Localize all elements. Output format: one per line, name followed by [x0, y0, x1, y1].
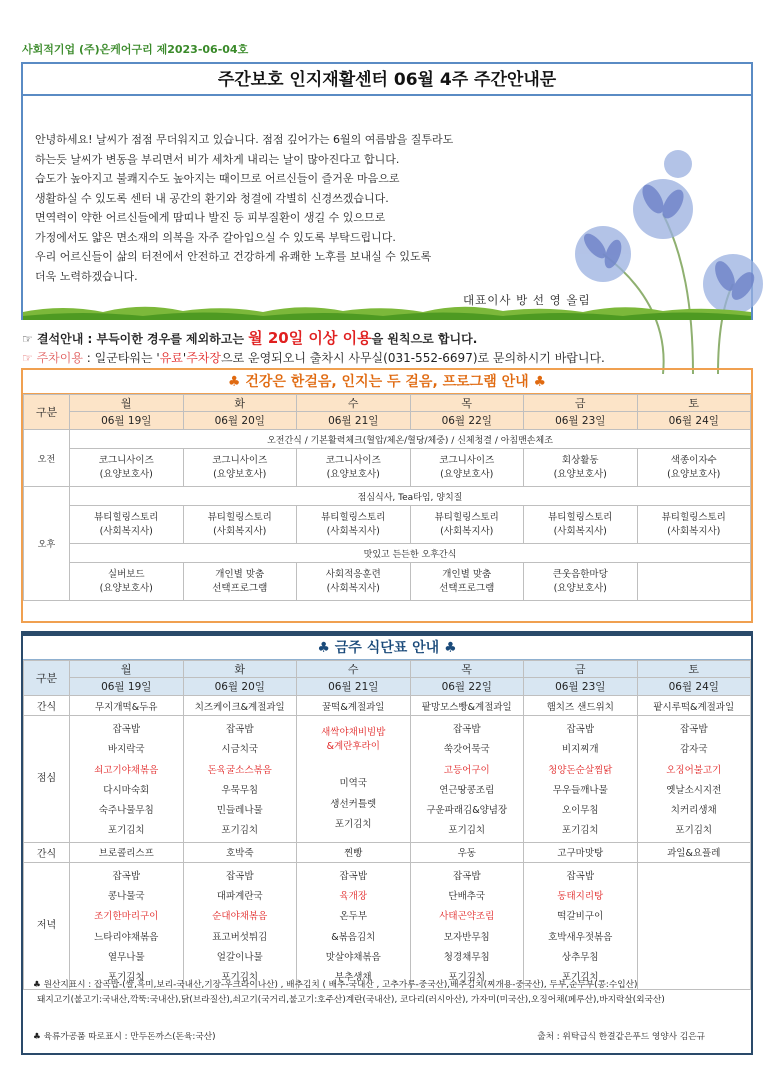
- menu-cell: 우동: [410, 842, 524, 862]
- morning-common: 오전간식 / 기본활력체크(혈압/체온/혈당/체중) / 신체청결 / 아침맨손체조: [70, 430, 751, 449]
- program-title: ♣ 건강은 한걸음, 인지는 두 걸음, 프로그램 안내 ♣: [23, 370, 751, 394]
- column-label: 구분: [24, 661, 70, 696]
- am-snack-label: 간식: [24, 696, 70, 716]
- program-cell: [637, 563, 751, 601]
- date-header: 06월 23일: [524, 412, 638, 430]
- program-cell: 뷰티힐링스토리 (사회복지사): [297, 506, 411, 544]
- parking-notice: ☞ 주차이용 : 일군타워는 '유료'주차장으로 운영되오니 출차시 사무실(031-552-6697)로 문의하시기 바랍니다.: [22, 351, 605, 365]
- club-icon: ♣: [444, 640, 457, 656]
- day-header: 토: [637, 395, 751, 412]
- menu-cell: 새싹야채비빔밥 &계란후라이 미역국 생선커틀렛 포기김치: [297, 716, 411, 843]
- menu-cell: 잡곡밥 콩나물국 조기한마리구이 느타리야채볶음 열무나물 포기김치: [70, 862, 184, 989]
- date-header: 06월 19일: [70, 412, 184, 430]
- day-header: 화: [183, 395, 297, 412]
- menu-cell: 햄치즈 샌드위치: [524, 696, 638, 716]
- day-header: 화: [183, 661, 297, 678]
- program-cell: 큰웃음한마당 (요양보호사): [524, 563, 638, 601]
- program-cell: 개인별 맞춤 선택프로그램: [410, 563, 524, 601]
- program-cell: 코그니사이즈 (요양보호사): [183, 449, 297, 487]
- pointing-hand-icon: ☞: [22, 351, 33, 365]
- notice-line: 하는듯 날씨가 변동을 부리면서 비가 세차게 내리는 날이 많아진다고 합니다.: [35, 152, 400, 166]
- notice-line: 면역력이 약한 어르신들에게 땀띠나 발진 등 피부질환이 생길 수 있으므로: [35, 211, 386, 224]
- program-cell: 코그니사이즈 (요양보호사): [410, 449, 524, 487]
- pointing-hand-icon: ☞: [22, 332, 33, 346]
- date-header: 06월 22일: [410, 412, 524, 430]
- date-header: 06월 20일: [183, 412, 297, 430]
- menu-cell: 잡곡밥 동태지리탕 떡갈비구이 호박새우젓볶음 상추무침 포기김치: [524, 862, 638, 989]
- date-header: 06월 20일: [183, 678, 297, 696]
- snack-common: 맛있고 든든한 오후간식: [70, 544, 751, 563]
- notice-title: 주간보호 인지재활센터 06월 4주 주간안내문: [23, 64, 751, 96]
- menu-cell: 잡곡밥 비지찌개 청양돈순살찜닭 무우들깨나물 오이무침 포기김치: [524, 716, 638, 843]
- program-cell: 뷰티힐링스토리 (사회복지사): [410, 506, 524, 544]
- menu-table: [23, 660, 751, 990]
- notice-line: 가정에서도 얇은 면소재의 의복을 자주 갈아입으실 수 있도록 부탁드립니다.: [35, 230, 396, 244]
- club-icon: ♣: [33, 1032, 41, 1042]
- column-label: 구분: [24, 395, 70, 430]
- day-header: 수: [297, 661, 411, 678]
- menu-title: ♣ 금주 식단표 안내 ♣: [23, 636, 751, 660]
- date-header: 06월 21일: [297, 678, 411, 696]
- menu-cell: [637, 862, 751, 989]
- menu-cell: 과일&요플레: [637, 842, 751, 862]
- day-header: 금: [524, 395, 638, 412]
- notice-line: 습도가 높아지고 불쾌지수도 높아지는 때이므로 어르신들이 즐거운 마음으로: [35, 172, 400, 185]
- date-header: 06월 24일: [637, 412, 751, 430]
- date-header: 06월 21일: [297, 412, 411, 430]
- club-icon: ♣: [317, 640, 330, 656]
- club-icon: ♣: [227, 374, 241, 390]
- program-cell: 개인별 맞춤 선택프로그램: [183, 563, 297, 601]
- date-header: 06월 22일: [410, 678, 524, 696]
- menu-cell: 무지개떡&두유: [70, 696, 184, 716]
- menu-cell: 찐빵: [297, 842, 411, 862]
- program-cell: 실버보드 (요양보호사): [70, 563, 184, 601]
- notice-signature: 대표이사 방 선 영 올림: [463, 293, 591, 307]
- day-header: 월: [70, 395, 184, 412]
- menu-cell: 잡곡밥 감자국 오징어불고기 옛날소시지전 치커리생채 포기김치: [637, 716, 751, 843]
- lunch-common: 점심식사, Tea타임, 양치질: [70, 487, 751, 506]
- program-cell: 뷰티힐링스토리 (사회복지사): [70, 506, 184, 544]
- menu-cell: 팥망모스빵&계절과일: [410, 696, 524, 716]
- menu-cell: 잡곡밥 쑥갓어묵국 고등어구이 연근땅콩조림 구운파래김&양념장 포기김치: [410, 716, 524, 843]
- program-cell: 사회적응훈련 (사회복지사): [297, 563, 411, 601]
- notice-line: 더욱 노력하겠습니다.: [35, 269, 138, 283]
- menu-cell: 고구마맛탕: [524, 842, 638, 862]
- menu-cell: 꿀떡&계절과일: [297, 696, 411, 716]
- club-icon: ♣: [33, 980, 41, 990]
- menu-cell: 잡곡밥 대파계란국 순대야채볶음 표고버섯튀김 얼갈이나물 포기김치: [183, 862, 297, 989]
- menu-cell: 치즈케이크&계절과일: [183, 696, 297, 716]
- menu-source: 출처 : 위탁급식 한결같은푸드 영양사 김은규: [537, 1032, 705, 1042]
- notice-line: 안녕하세요! 날씨가 점점 무더워지고 있습니다. 점점 깊어가는 6월의 여름밤을 질투라도: [35, 133, 454, 146]
- notice-line: 생활하실 수 있도록 센터 내 공간의 환기와 청결에 각별히 신경쓰겠습니다.: [35, 191, 389, 205]
- program-table: [23, 394, 751, 601]
- menu-cell: 호박죽: [183, 842, 297, 862]
- menu-cell: 잡곡밥 바지락국 쇠고기야채볶음 다시마숙회 숙주나물무침 포기김치: [70, 716, 184, 843]
- program-cell: 뷰티힐링스토리 (사회복지사): [637, 506, 751, 544]
- date-header: 06월 24일: [637, 678, 751, 696]
- agapanthus-flower-illustration: [543, 104, 773, 374]
- pm-snack-label: 간식: [24, 842, 70, 862]
- program-cell: 색종이자수 (요양보호사): [637, 449, 751, 487]
- absence-notice: ☞ 결석안내 : 부득이한 경우를 제외하고는 월 20일 이상 이용을 원칙으로 합니다.: [22, 329, 478, 347]
- day-header: 토: [637, 661, 751, 678]
- menu-cell: 잡곡밥 시금치국 돈육굴소스볶음 우묵무침 민들레나물 포기김치: [183, 716, 297, 843]
- day-header: 금: [524, 661, 638, 678]
- notice-body: [35, 130, 575, 286]
- morning-label: 오전: [24, 430, 70, 487]
- lunch-label: 점심: [24, 716, 70, 843]
- day-header: 월: [70, 661, 184, 678]
- program-cell: 뷰티힐링스토리 (사회복지사): [183, 506, 297, 544]
- program-cell: 뷰티힐링스토리 (사회복지사): [524, 506, 638, 544]
- program-cell: 코그니사이즈 (요양보호사): [297, 449, 411, 487]
- day-header: 목: [410, 395, 524, 412]
- grass-decoration: [23, 300, 751, 320]
- menu-cell: 잡곡밥 단배추국 사태곤약조림 모자반무침 청경채무침 포기김치: [410, 862, 524, 989]
- origin-notice: ♣ 원산지표시 : 잡곡밥-(쌀,흑미,보리-국내산,기장-우크라이나산) , 배추김치 ( 배추-국내산 , 고추가루-중국산),배추김치(찌개용-중국산), 두부,순두부(콩:수입산) 돼지고기(불고기:국내산,깍뚝:국내산),닭(브라질산),쇠고기(국거리,불고기:호주산)계란(국내산), 코다리(러시아산), 가자미(미국산),오징어채(페루산),바지락살(외국산): [33, 980, 665, 1005]
- issue-number: 사회적기업 (주)온케어구리 제2023-06-04호: [22, 43, 249, 56]
- menu-cell: 브로콜리스프: [70, 842, 184, 862]
- date-header: 06월 19일: [70, 678, 184, 696]
- program-section: [21, 368, 753, 623]
- club-icon: ♣: [533, 374, 547, 390]
- menu-cell: 잡곡밥 육개장 온두부 &볶음김치 맛살야채볶음 부추생채: [297, 862, 411, 989]
- notice-box: [21, 62, 753, 320]
- day-header: 수: [297, 395, 411, 412]
- menu-section: [21, 631, 753, 1055]
- dinner-label: 저녁: [24, 862, 70, 989]
- absence-highlight: 월 20일 이상 이용: [248, 329, 372, 347]
- date-header: 06월 23일: [524, 678, 638, 696]
- program-cell: 회상활동 (요양보호사): [524, 449, 638, 487]
- afternoon-label: 오후: [24, 487, 70, 601]
- meat-notice: ♣ 육류가공품 따로표시 : 만두돈까스(돈육:국산) 출처 : 위탁급식 한결같은푸드 영양사 김은규: [33, 1032, 705, 1042]
- menu-cell: 팥시루떡&계절과일: [637, 696, 751, 716]
- day-header: 목: [410, 661, 524, 678]
- notice-line: 우리 어르신들이 삶의 터전에서 안전하고 건강하게 유쾌한 노후를 보내실 수 있도록: [35, 250, 432, 263]
- program-cell: 코그니사이즈 (요양보호사): [70, 449, 184, 487]
